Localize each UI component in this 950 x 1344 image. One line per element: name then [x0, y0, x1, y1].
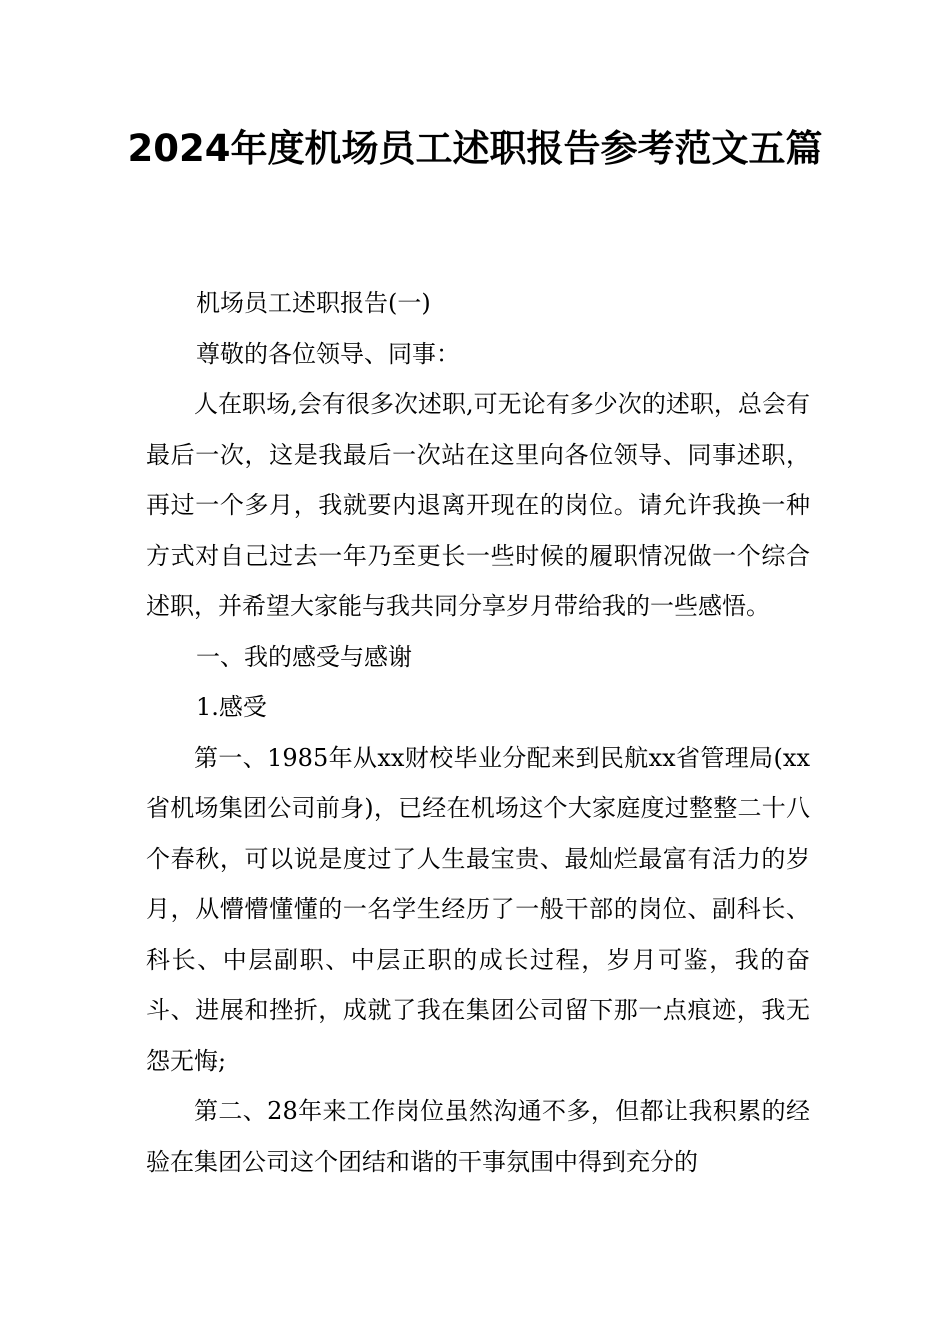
- paragraph: 第一、1985年从xx财校毕业分配来到民航xx省管理局(xx省机场集团公司前身)，已经在机场这个大家庭度过整整二十八个春秋，可以说是度过了人生最宝贵、最灿烂最富有活力的岁月，从懵懵懂懂的一名学生经历了一般干部的岗位、副科长、科长、中层副职、中层正职的成长过程，岁月可鉴，我的奋斗、进展和挫折，成就了我在集团公司留下那一点痕迹，我无怨无悔;: [146, 743, 810, 1075]
- paragraph: 人在职场,会有很多次述职,可无论有多少次的述职，总会有最后一次，这是我最后一次站在这里向各位领导、同事述职，再过一个多月，我就要内退离开现在的岗位。请允许我换一种方式对自己过去一年乃至更长一些时候的履职情况做一个综合述职，并希望大家能与我共同分享岁月带给我的一些感悟。: [146, 390, 810, 620]
- section-heading: 一、我的感受与感谢: [196, 642, 412, 671]
- subsection-heading: 1.感受: [196, 693, 267, 721]
- section-heading: 机场员工述职报告(一): [196, 289, 431, 317]
- salutation: 尊敬的各位领导、同事：: [196, 339, 460, 368]
- document-title: 2024年度机场员工述职报告参考范文五篇: [127, 127, 823, 170]
- document-body: [146, 278, 810, 1187]
- paragraph: 第二、28年来工作岗位虽然沟通不多，但都让我积累的经验在集团公司这个团结和谐的干事氛围中得到充分的: [146, 1097, 810, 1176]
